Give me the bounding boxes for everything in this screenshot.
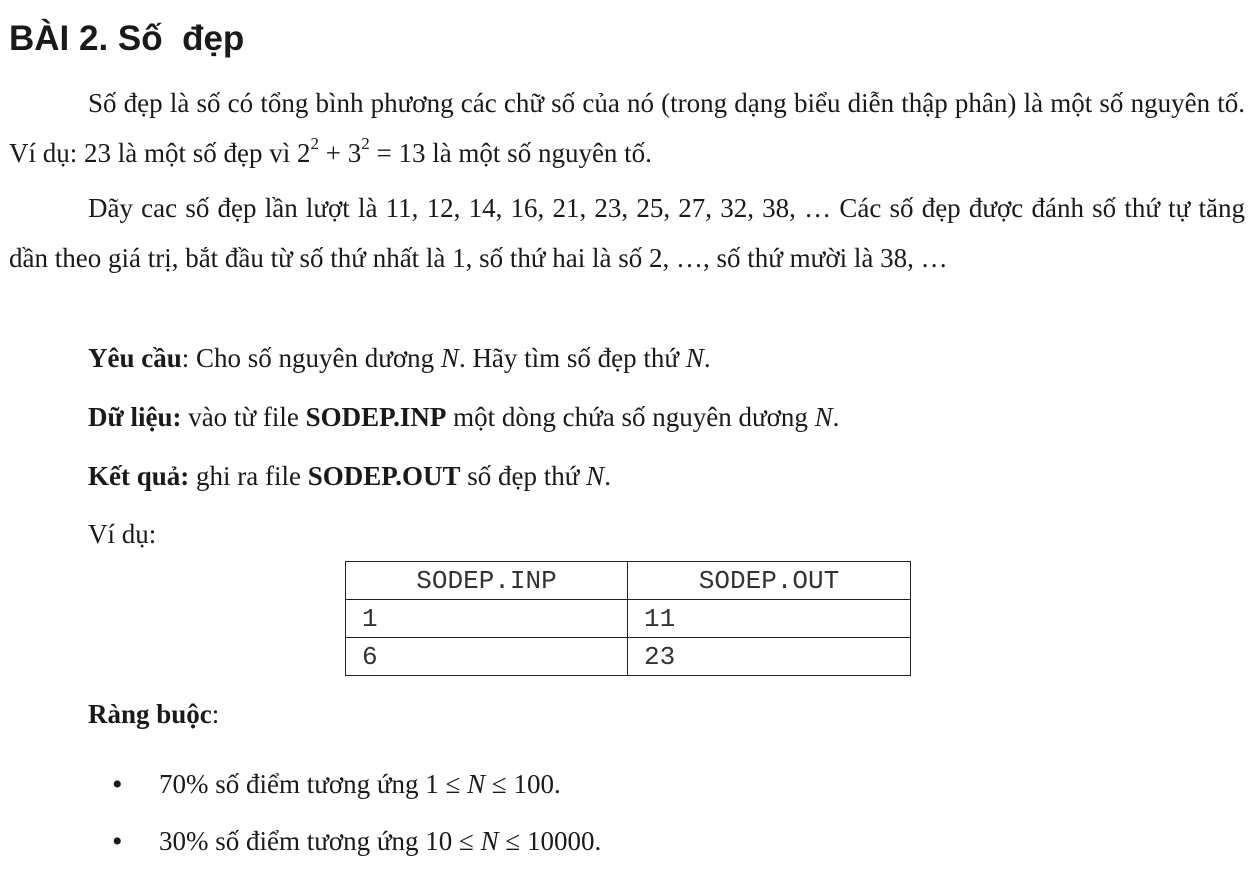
output-text: số đẹp thứ	[460, 461, 587, 491]
list-item	[0, 813, 601, 870]
input-label: Dữ liệu:	[88, 402, 182, 432]
input-filename: SODEP.INP	[305, 402, 447, 432]
output-filename: SODEP.OUT	[307, 461, 461, 491]
cell-input: 6	[346, 638, 628, 676]
problem-title: BÀI 2. Số đẹp	[9, 19, 245, 58]
output-text: ghi ra file	[189, 461, 308, 491]
constraint-math: ≤ 100	[485, 769, 554, 799]
sample-table	[345, 561, 911, 676]
intro-paragraph	[9, 78, 1245, 178]
output-text: .	[604, 461, 611, 491]
variable-n: N	[685, 343, 704, 373]
requirement-text: .	[703, 343, 711, 373]
intro-plus: + 3	[318, 138, 362, 168]
constraint-text: 30% số điểm tương ứng	[159, 826, 426, 856]
header-input-file: SODEP.INP	[346, 562, 628, 600]
requirement-label: Yêu cầu	[88, 343, 182, 373]
constraint-math: ≤ 10000	[498, 826, 595, 856]
header-output-file: SODEP.OUT	[628, 562, 911, 600]
variable-n: N	[814, 402, 833, 432]
constraint-math: 1 ≤	[425, 769, 468, 799]
constraint-math: 10 ≤	[425, 826, 481, 856]
intro-text: Số đẹp là số có tổng bình phương các chữ số của nó (trong dạng biểu diễn thập phân) là một số nguyên tố. Ví dụ: 23 là một số đẹp vì 2	[9, 88, 1245, 168]
output-line	[88, 456, 611, 496]
table-row	[346, 600, 911, 638]
sequence-paragraph: Dãy cac số đẹp lần lượt là 11, 12, 14, 16, 21, 23, 25, 27, 32, 38, … Các số đẹp được đánh số thứ tự tăng dần theo giá trị, bắt đầu từ số thứ nhất là 1, số thứ hai là số 2, …, số thứ mười là 38, …	[9, 193, 1245, 273]
intro-text-end: = 13 là một số nguyên tố.	[369, 138, 652, 168]
example-label: Ví dụ:	[88, 519, 157, 549]
cell-input: 1	[346, 600, 628, 638]
table-row	[346, 638, 911, 676]
variable-n: N	[467, 769, 486, 799]
constraint-end: .	[594, 826, 602, 856]
variable-n: N	[440, 343, 459, 373]
requirement-line	[88, 338, 711, 378]
input-text: .	[832, 402, 840, 432]
input-text: vào từ file	[181, 402, 306, 432]
requirement-text: . Hãy tìm số đẹp thứ	[458, 343, 686, 373]
bullet-icon: •	[112, 825, 123, 858]
constraint-text: 70% số điểm tương ứng	[159, 769, 426, 799]
exponent: 2	[310, 134, 319, 153]
input-line	[88, 397, 839, 437]
bullet-icon: •	[112, 768, 123, 801]
constraints-heading	[88, 694, 219, 734]
constraints-label: Ràng buộc	[88, 699, 212, 729]
table-header-row	[346, 562, 911, 600]
variable-n: N	[586, 461, 605, 491]
constraints-list	[0, 756, 601, 870]
input-text: một dòng chứa số nguyên dương	[446, 402, 815, 432]
constraints-colon: :	[211, 699, 220, 729]
requirement-text: : Cho số nguyên dương	[181, 343, 441, 373]
exponent: 2	[361, 134, 370, 153]
cell-output: 23	[628, 638, 911, 676]
cell-output: 11	[628, 600, 911, 638]
variable-n: N	[480, 826, 499, 856]
list-item	[0, 756, 601, 813]
output-label: Kết quả:	[88, 461, 190, 491]
constraint-end: .	[553, 769, 561, 799]
